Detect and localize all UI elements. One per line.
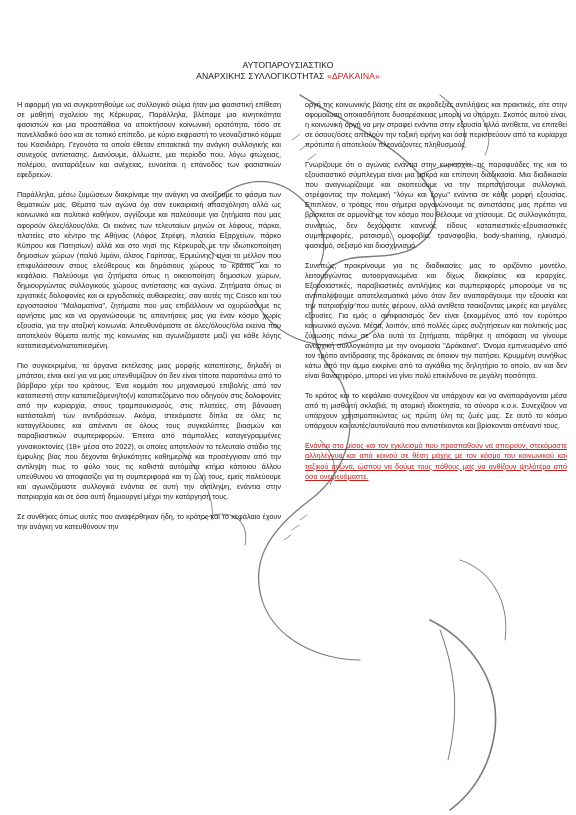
left-paragraph-1: Η αφορμή για να συγκροτηθούμε ως συλλογικό σώμα ήταν μια φασιστική επίθεση σε μαθητή σχολείου της Κέρκυρας, Παράλληλα, βλέπαμε μια κινητικότητα φασιστών και μια προσπάθεια να αποκτήσουν κοινωνική ορατότητα, τόσο σε πανελλαδικό όσο και σε τοπικό επίπεδο, με κύριο εκφραστή το νεοναζιστικό κόμμα του Κασιδιάρη. Γεγονότα τα οποία έθεταν επιτακτικά την ανάγκη συλλογικής και συνεχούς αντίστασης. Διανύουμε, άλλωστε, μια περίοδο που, λόγω φτώχειας, πολέμου, αναταράξεων και ανέχειας, ευνοείται η επάνοδος των φασιστικών εφεδρειών.	[17, 100, 281, 180]
closing-statement: Ενάντια στο μίσος και τον εγκλεισμό που προσπαθούν να σπείρουν, στεκόμαστε αλληλέγγυα και από κοινού σε θέση μάχης με τον κόσμο του κοινωνικού και ταξικού αγώνα, ώσπου να δούμε τους πόθους μας να ανθίζουν ψηλότερα από όσα ονειρευόμαστε.	[305, 441, 567, 481]
subtitle-prefix: ΑΝΑΡΧΙΚΗΣ ΣΥΛΛΟΓΙΚΟΤΗΤΑΣ	[196, 71, 327, 81]
right-paragraph-4: Το κράτος και το κεφάλαιο συνεχίζουν να υπάρχουν και να αναπαράγονται μέσα από τη μισθωτή σκλαβιά, τη ατομική ιδιοκτησία, τα σύνορα κ.ο.κ. Συνεχίζουν να υπάρχουν χρησιμοποιώντας ως πρώτη ύλη τις ζωές μας. Σε αυτό το κόσμο υπάρχουν και αυτές/αυτοί/αυτά που αντιστέκονται και βρίσκονται απέναντί τους.	[305, 391, 567, 431]
left-paragraph-3: Πιο συγκεκριμένα, τα όργανα εκτέλεσης μιας μορφής καταπίεσης, δηλαδή οι μπάτσοι, είναι εκεί για να μας υπενθυμίζουν ότι δεν είναι τίποτα παραπάνω από το βάρβαρο χέρι του κράτους. Ένα κομμάτι του μηχανισμού επιβολής από τον καταπιεστή στην καταπιεζόμενη/το(ν) καταπιεζόμενο που οδηγούν στις δολοφονίες από την κυριαρχία, στους τραμπουκισμούς, στις πλατείες, στη βάναυση κατάσταλσή των αντιδράσεων. Ακόμα, στεκόμαστε δίπλα σε όλες τις καταγγέλουσες και απέναντι σε όλους τους συγκαλύπτες βιασμών και παραβιαστικών συμπεριφορών. Έπειτα από πάμπολλες καταγεγραμμένες γυναικοκτονίες (18+ μέσα στο 2022), οι οποίες αποτελούν το τελευταίο στάδιο της έμφυλης βίας που δέχονται θηλυκότητες καθημερινά και προσέγγισαν από την αντίληψη πως το φύλο τους τις καθιστά αυτόματα κτήμα κάποιου άλλου υπεύθυνου να αποφασίζει για τη συμπεριφορά και τη ζωή τους, εμείς παλεύουμε και αγωνιζόμαστε συλλογικά ενάντια σε αυτή την αντίληψη, ενάντια στην πατριαρχία και σε όσα αυτή δημιουργεί μέχρι την κατάργησή τους.	[17, 361, 281, 501]
left-paragraph-2: Παράλληλα, μέσω ζυμώσεων διακρίναμε την ανάγκη να ανοίξουμε το φάσμα των θεματικών μας. Θέματα των αγώνα όχι σαν ευκαιριακή απασχόληση αλλά ως κοινωνικό και πολιτικό καθήκον, αγγίζουμε και παλεύουμε για ζητήματα που μας αφορούν όλες/όλους/όλα. Οι εικόνες των τελευταίων μηνών σε λόφους, πάρκα, πλατείες στο κέντρο της Αθήνας (Λόφος Στρέφη, πλατεία Εξαρχείων, πάρκο Κύπρου και Πατησίων) αλλά και στο νησί της Κέρκυρας με την ιδιωτικοποίηση δημοσίων χώρων (παλιό λιμάνι, άλσος Γαρίτσας, Ερμιώνης) είναι το μέλλον που επιφυλάσσουν στους ελεύθερους και δημόσιους χώρους το κράτος και το κεφάλαιο. Παλεύουμε για ζητήματα όπως η οικειοποίηση δημοσίων χώρων, δημιουργώντας συλλογικούς χώρους αντίστασης και αγώνα. Ζητήματα όπως οι εργατικές δολοφονίες και οι εργοδοτικές αυθαιρεσίες, σαν αυτές της Cosco και του εργοστασίου "Μαλαματίνα", ζητήματα που μας επιβάλλουν να οχυρώσουμε τις αρνήσεις μας και να οργανώσουμε τις απαντήσεις μας για έναν κόσμο χωρίς εξουσία, για την αταξική κοινωνία. Απευθυνόμαστε σε όλες/όλους/όλα εκείνα που αποτελούν θύματα αυτής της κοινωνίας και αγωνιζόμαστε μαζί για κάθε λόγης καταπιεσμένο/καταπιεσμένη.	[17, 190, 281, 351]
collective-name: «ΔΡΑΚΑΙΝΑ»	[326, 71, 380, 81]
right-paragraph-3: Συνεπώς, προκρίνουμε για τις διαδικασίες μας το οριζόντιο μοντέλο, λειτουργώντας αυτοοργανωμένα και δίχως διακρίσεις και ιεραρχίες. Εξουσιαστικές, παραβιαστικές αντιλήψεις και συμπεριφορές μπορούμε να τις αντιπαλέψουμε αποτελεσματικά μόνο όταν δεν αναπαράγουμε την εξουσία και την πατριαρχία που αυτές φέρουν, αλλά αντίθετα τσακίζοντας μικρές και μεγάλες εξουσίες. Για εμάς ο αντιφασισμός δεν είναι ξεκομμένος από τον ευρύτερο κοινωνικό αγώνα. Μέσα, λοιπόν, από πολλές ώρες συζητήσεων και πολιτικής μας ζύμωσης πάνω σε όλα αυτά τα ζητήματα, πάρθηκε η απόφαση να γίνουμε αναρχική συλλογικότητα με την ονομασία "Δράκαινα". Όνομα εμπνευσμένο από τον τρόπο αντίδρασης της δράκαινας σε όποιον την πατήσει. Κρυμμένη συνήθως κάτω από την άμμο εκκρίνει από τα αγκάθια της δηλητήριο το οποίο, αν και δεν είναι θανατηφόρο, μπορεί να γίνει πολύ επικίνδυνο σε μεγάλη ποσότητα.	[305, 260, 567, 381]
document-title: ΑΥΤΟΠΑΡΟΥΣΙΑΣΤΙΚΟ	[242, 60, 334, 70]
right-column	[305, 100, 567, 492]
document-subtitle	[0, 71, 576, 82]
right-paragraph-1: οργή της κοινωνικής βάσης είτε σε ακροδεξιές αντιλήψεις και πρακτικές, είτε στην αφομοίωση οποιασδήποτε δυσαρέσκειας μπορεί να υπάρχει. Σκοπός αυτού είναι, η κοινωνική οργή να μην στραφεί ενάντια στην εξουσία αλλά αντίθετα, να επιτεθεί σε όσους/όσες απειλούν την ταξική ειρήνη και όσα περισσεύουν από τα κυρίαρχα πρότυπα ή αποτελούν πλεονάζοντες πληθυσμούς.	[305, 100, 567, 150]
right-paragraph-2: Γνωρίζουμε ότι ο αγώνας ενάντια στην κυριαρχία, τις παραφυάδες της και το εξουσιαστικό σύμπλεγμα είναι μια μακρά και επίπονη διαδικασία. Μια διαδικασία που αναγνωρίζουμε και σκοπεύουμε να την περπατήσουμε συλλογικά, στρέφοντας την πολεμική "λόγω και έργω" ενάντια σε κάθε μορφή εξουσίας. Επιπλέον, ο τρόπος που σήμερα οργανώνουμε τις αντιστάσεις μας πρέπει να βρίσκεται σε αρμονία με τον κόσμο που θέλουμε να χτίσουμε. Ως συλλογικότητα, συνεπώς, δεν δεχόμαστε κανενός είδους καταπιεστικές-εξουσιαστικές συμπεριφορές, ρατσισμό, ομοφοβία, τρανσφοβία, body-shaming, ηλικισμό, φασισμό, σεξισμό και διοσχυνισμό.	[305, 160, 567, 250]
left-column	[17, 100, 281, 542]
document-header	[0, 60, 576, 82]
left-paragraph-4: Σε συνθήκες όπως αυτές που αναφέρθηκαν ήδη, το κράτος και το κεφάλαιο έχουν την ανάγκη να κατευθύνουν την	[17, 511, 281, 531]
